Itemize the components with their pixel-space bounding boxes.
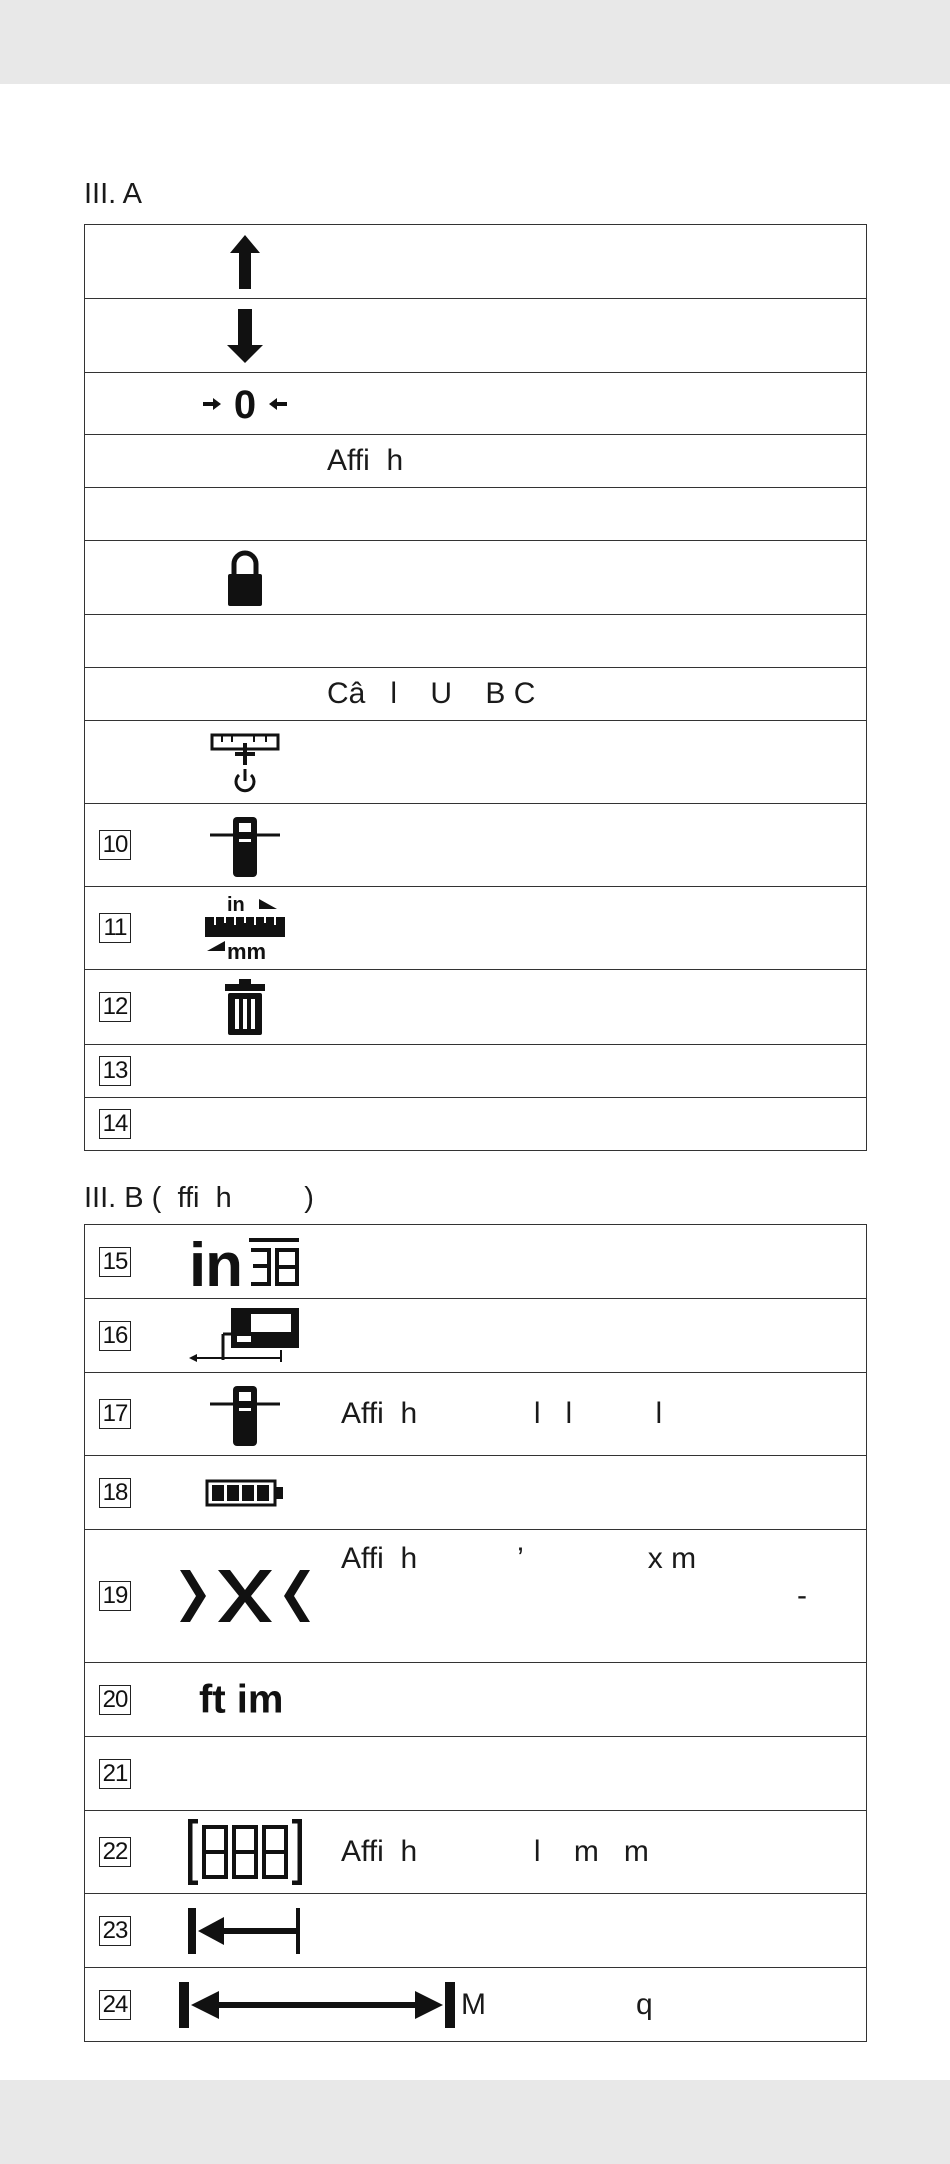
device-rear-reference-icon <box>210 813 280 877</box>
row-text: Affi h <box>327 444 404 477</box>
device-rear-reference-icon <box>210 1382 280 1446</box>
out-of-range-icon <box>180 1568 310 1624</box>
row-number: 13 <box>99 1056 131 1086</box>
legend-table-a <box>84 224 867 1151</box>
row-text: Affi h ’ x m <box>341 1542 697 1575</box>
table-row <box>85 1737 867 1811</box>
row-number: 17 <box>99 1399 131 1429</box>
inch-label: in <box>189 1233 243 1290</box>
unit-mm-label: mm <box>227 939 267 963</box>
table-row <box>85 373 867 435</box>
section-a-title: III. A <box>84 178 143 210</box>
continuous-distance-icon <box>179 1980 455 2030</box>
row-number: 11 <box>99 913 131 943</box>
row-number: 18 <box>99 1478 131 1508</box>
lock-icon <box>227 550 263 606</box>
table-row <box>85 887 867 970</box>
row-number: 22 <box>99 1837 131 1867</box>
row-text: Affi h l m m <box>341 1835 649 1868</box>
segment-digits-icon <box>188 1819 302 1885</box>
row-number: 21 <box>99 1759 131 1789</box>
row-text: M q <box>461 1987 653 2021</box>
unit-in-label: in <box>227 894 245 916</box>
table-row <box>85 970 867 1045</box>
row-text-continued: - <box>797 1579 807 1612</box>
trash-icon <box>225 979 265 1035</box>
device-front-reference-icon <box>189 1306 301 1366</box>
table-row <box>85 225 867 299</box>
bottom-margin-band <box>0 2080 950 2164</box>
table-row <box>85 541 867 615</box>
table-row <box>85 668 867 721</box>
table-row <box>85 721 867 804</box>
row-number: 14 <box>99 1109 131 1139</box>
inch-fraction-icon <box>189 1234 301 1290</box>
zero-glyph: 0 <box>233 382 257 426</box>
row-number: 24 <box>99 1990 131 2020</box>
row-number: 16 <box>99 1321 131 1351</box>
table-row <box>85 804 867 887</box>
table-row <box>85 1811 867 1894</box>
row-text: Affi h l l l <box>341 1397 663 1430</box>
row-number: 23 <box>99 1916 131 1946</box>
table-row <box>85 615 867 668</box>
single-distance-icon <box>188 1906 302 1956</box>
row-number: 20 <box>99 1685 131 1715</box>
ruler-power-icon <box>210 731 280 793</box>
row-number: 12 <box>99 992 131 1022</box>
table-row <box>85 1663 867 1737</box>
row-text: Câ l U B C <box>327 677 536 710</box>
legend-table-b <box>84 1224 867 2042</box>
row-number: 15 <box>99 1247 131 1277</box>
table-row <box>85 1530 867 1663</box>
table-row <box>85 1299 867 1373</box>
table-row <box>85 1894 867 1968</box>
zero-arrows-icon <box>203 382 287 426</box>
table-row <box>85 1968 867 2042</box>
row-number: 19 <box>99 1581 131 1611</box>
battery-icon <box>205 1479 285 1507</box>
table-row <box>85 1225 867 1299</box>
table-row <box>85 1456 867 1530</box>
table-row <box>85 435 867 488</box>
arrow-up-icon <box>230 235 260 289</box>
row-number: 10 <box>99 830 131 860</box>
section-b-title: III. B ( ffi h ) <box>84 1182 314 1214</box>
unit-switch-in-mm-icon <box>203 893 287 963</box>
table-row <box>85 1098 867 1151</box>
arrow-down-icon <box>227 309 263 363</box>
table-row <box>85 1373 867 1456</box>
ft-in-unit-icon: ft im <box>199 1677 284 1721</box>
top-margin-band <box>0 0 950 84</box>
table-row <box>85 488 867 541</box>
table-row <box>85 299 867 373</box>
table-row <box>85 1045 867 1098</box>
